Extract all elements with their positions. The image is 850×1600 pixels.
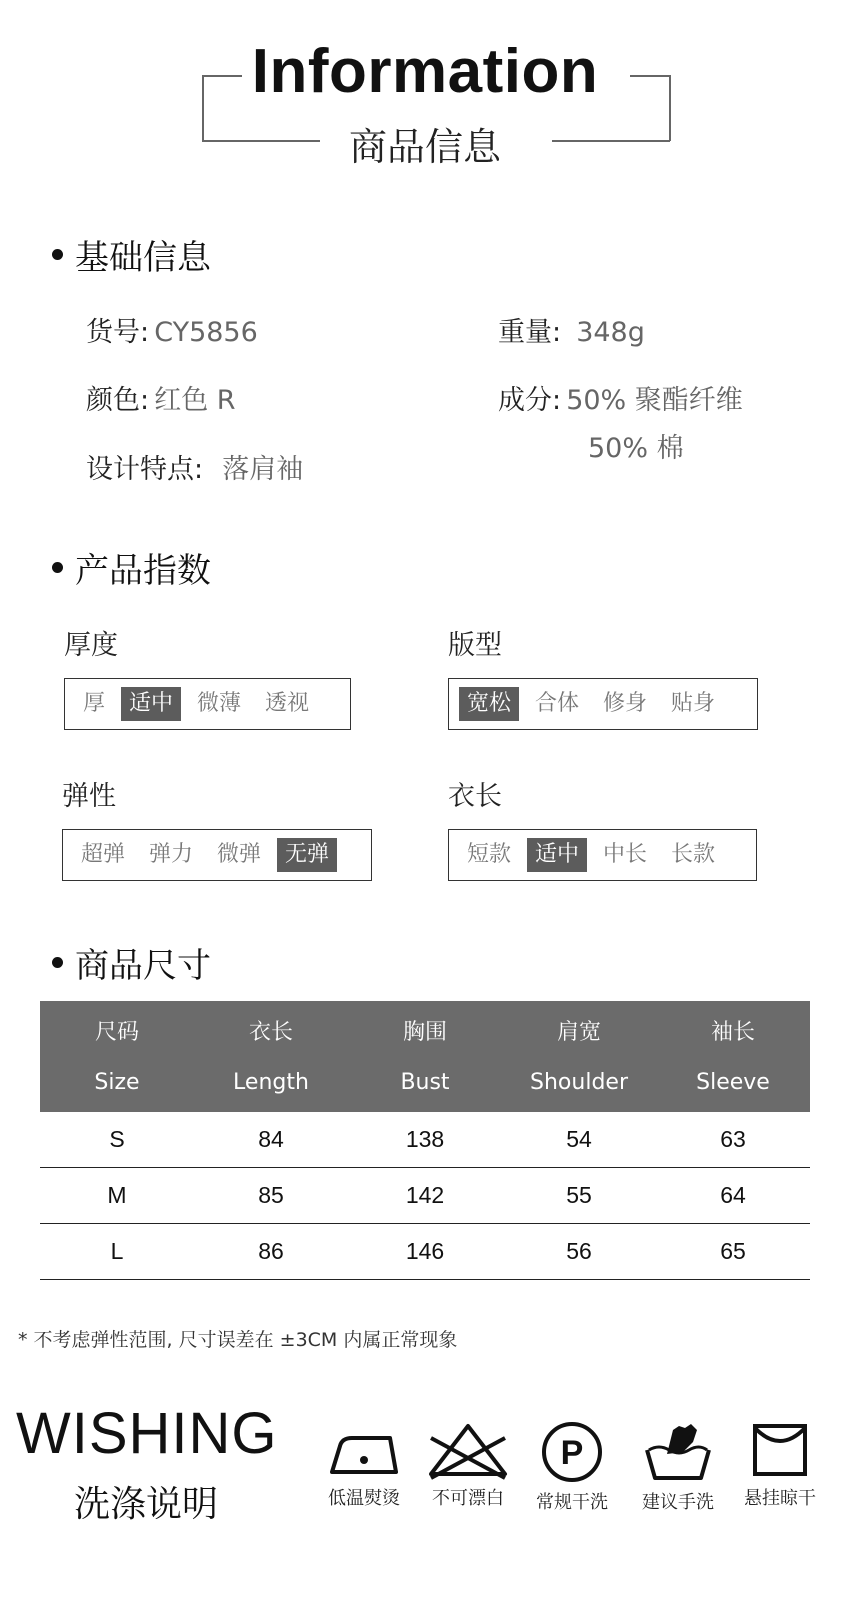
color-row — [86, 378, 236, 417]
option-thin: 微薄 — [197, 691, 242, 716]
fit-title: 版型 — [448, 630, 502, 661]
length-selector — [448, 829, 757, 881]
bullet-dot — [52, 957, 63, 968]
composition-label: 成分: — [498, 385, 562, 416]
table-cell: 85 — [258, 1182, 284, 1208]
composition-value-1: 50% 聚酯纤维 — [566, 385, 743, 416]
item-no-label: 货号: — [86, 317, 150, 348]
header-zh: 肩宽 — [556, 1020, 601, 1045]
item-no-value: CY5856 — [154, 317, 258, 348]
header-zh: 胸围 — [402, 1020, 447, 1045]
section-basic-info — [52, 230, 211, 279]
header-en: Shoulder — [530, 1070, 628, 1095]
dry-clean-p-icon — [540, 1420, 604, 1484]
hand-wash-icon — [643, 1420, 713, 1484]
header-col — [40, 1001, 194, 1112]
frame-line — [202, 75, 242, 77]
bullet-dot — [52, 562, 63, 573]
table-cell: 64 — [720, 1182, 746, 1208]
table-row — [40, 1224, 810, 1280]
header-zh: 衣长 — [248, 1020, 293, 1045]
table-cell: S — [109, 1126, 125, 1152]
frame-line — [552, 140, 670, 142]
color-value: 红色 R — [154, 385, 236, 416]
option-medium-selected: 适中 — [121, 687, 181, 721]
thickness-title: 厚度 — [64, 630, 118, 661]
header-col — [502, 1001, 656, 1112]
table-cell: 55 — [566, 1182, 592, 1208]
table-cell: 146 — [405, 1238, 445, 1264]
header-col — [348, 1001, 502, 1112]
table-cell: 142 — [405, 1182, 445, 1208]
table-cell: 56 — [566, 1238, 592, 1264]
header-zh: 袖长 — [710, 1020, 755, 1045]
option-tight: 贴身 — [671, 691, 716, 716]
care-item-dryclean — [522, 1420, 622, 1514]
care-label: 不可漂白 — [432, 1488, 504, 1509]
option-medium-length-selected: 适中 — [527, 838, 587, 872]
header-col — [194, 1001, 348, 1112]
table-cell: 65 — [720, 1238, 746, 1264]
bullet-dot — [52, 249, 63, 260]
option-mid-long: 中长 — [603, 842, 648, 867]
header-zh: 尺码 — [94, 1020, 139, 1045]
table-row — [40, 1168, 810, 1224]
option-long: 长款 — [671, 842, 716, 867]
color-label: 颜色: — [86, 385, 150, 416]
option-regular: 合体 — [535, 691, 580, 716]
option-loose-selected: 宽松 — [459, 687, 519, 721]
header-col — [656, 1001, 810, 1112]
table-cell: 63 — [720, 1126, 746, 1152]
page-title-en: Information — [251, 37, 599, 106]
table-cell: 138 — [405, 1126, 445, 1152]
care-item-bleach — [418, 1420, 518, 1510]
care-item-iron — [314, 1420, 414, 1510]
fit-selector — [448, 678, 758, 730]
design-row — [86, 447, 303, 486]
no-bleach-icon — [425, 1420, 511, 1480]
frame-line — [202, 75, 204, 141]
option-super-stretch: 超弹 — [81, 842, 126, 867]
care-item-hangdry — [730, 1420, 830, 1510]
design-value: 落肩袖 — [222, 454, 304, 485]
composition-row — [498, 378, 743, 417]
care-label: 建议手洗 — [642, 1492, 714, 1513]
option-no-stretch-selected: 无弹 — [277, 838, 337, 872]
header-en: Length — [233, 1070, 309, 1095]
option-stretch: 弹力 — [149, 842, 194, 867]
section-heading: 产品指数 — [75, 551, 211, 591]
design-label: 设计特点: — [86, 454, 204, 485]
care-label: 悬挂晾干 — [744, 1488, 816, 1509]
frame-line — [630, 75, 670, 77]
table-cell: 84 — [258, 1126, 284, 1152]
header-en: Sleeve — [696, 1070, 770, 1095]
option-slim: 修身 — [603, 691, 648, 716]
weight-row — [498, 310, 645, 349]
header-en: Bust — [400, 1070, 450, 1095]
section-heading: 商品尺寸 — [75, 946, 211, 986]
elasticity-title: 弹性 — [62, 781, 116, 812]
table-header — [40, 1001, 810, 1112]
care-title: 洗涤说明 — [74, 1484, 219, 1525]
care-label: 常规干洗 — [536, 1492, 608, 1513]
table-cell: L — [110, 1238, 124, 1264]
table-row — [40, 1112, 810, 1168]
thickness-selector — [64, 678, 351, 730]
svg-text:P: P — [560, 1434, 584, 1472]
page-title-zh: 商品信息 — [348, 125, 501, 169]
length-title: 衣长 — [448, 781, 502, 812]
brand-logo-text: WISHING — [16, 1401, 278, 1466]
option-thick: 厚 — [83, 691, 106, 716]
composition-value-2: 50% 棉 — [588, 433, 684, 464]
iron-low-temp-icon — [326, 1420, 402, 1480]
item-no-row — [86, 310, 258, 349]
weight-label: 重量: — [498, 317, 562, 348]
section-size — [52, 938, 211, 987]
care-label: 低温熨烫 — [328, 1488, 400, 1509]
size-note: * 不考虑弹性范围, 尺寸误差在 ±3CM 内属正常现象 — [18, 1329, 458, 1351]
frame-line — [669, 75, 671, 141]
weight-value: 348g — [576, 317, 645, 348]
option-slight-stretch: 微弹 — [217, 842, 262, 867]
hang-dry-icon — [750, 1420, 810, 1480]
table-cell: 54 — [566, 1126, 592, 1152]
table-cell: M — [107, 1182, 127, 1208]
elasticity-selector — [62, 829, 372, 881]
section-product-index — [52, 543, 211, 592]
option-short: 短款 — [467, 842, 512, 867]
option-sheer: 透视 — [265, 691, 310, 716]
section-heading: 基础信息 — [75, 238, 211, 278]
frame-line — [202, 140, 320, 142]
size-table — [40, 1001, 810, 1280]
care-item-handwash — [628, 1420, 728, 1514]
table-cell: 86 — [258, 1238, 284, 1264]
header-en: Size — [94, 1070, 140, 1095]
